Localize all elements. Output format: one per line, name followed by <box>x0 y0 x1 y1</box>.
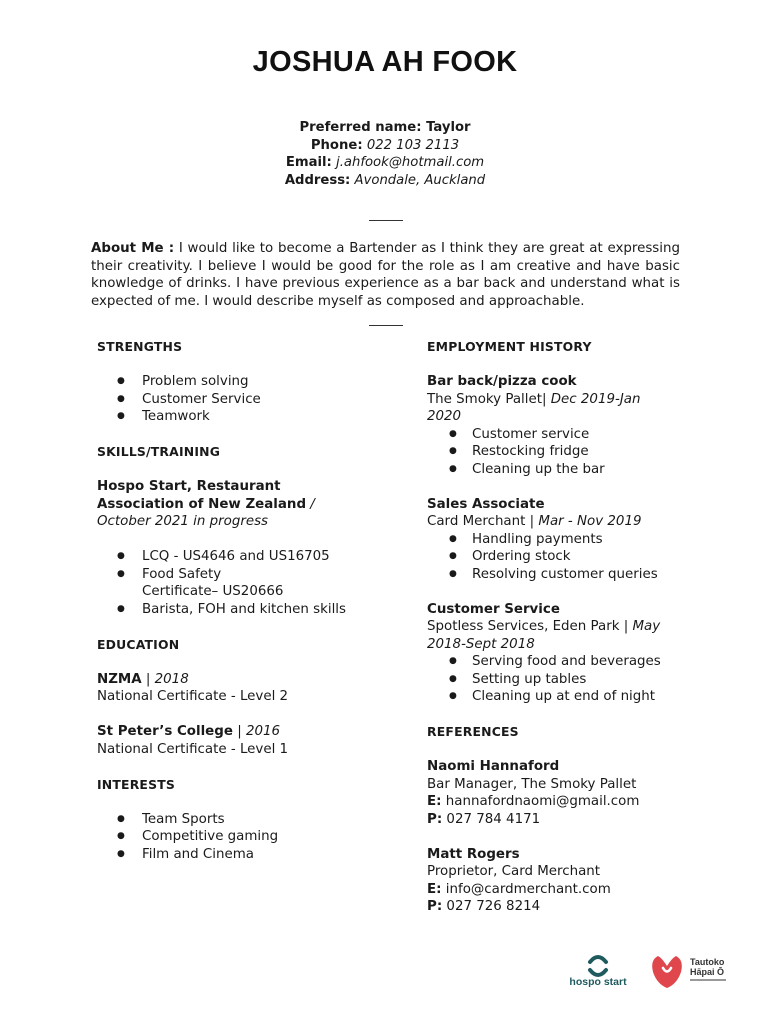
reference-email[interactable]: hannafordnaomi@gmail.com <box>441 794 640 809</box>
strengths-heading: STRENGTHS <box>97 339 183 354</box>
skills-course <box>97 478 367 531</box>
reference-phone-label: P: <box>427 811 443 827</box>
course-name: Hospo Start, Restaurant Association of New Zealand <box>97 479 307 512</box>
reference-phone: 027 726 8214 <box>442 899 541 914</box>
address-label: Address: <box>284 172 351 188</box>
job-dates: Dec 2019-Jan 2020 <box>427 391 641 424</box>
employment-heading: EMPLOYMENT HISTORY <box>427 339 592 354</box>
email-label: Email: <box>285 155 332 170</box>
job-title: Sales Associate <box>427 496 545 512</box>
qualification: National Certificate - Level 1 <box>97 741 289 757</box>
school-name: NZMA <box>97 671 142 687</box>
about-text: I would like to become a Bartender as I think they are great at expressing their creativity. I believe I would be good for the role as I am creative and have basic knowledge of drinks. I have previous experience as a bar back and understand what is expected of me. I would describe myself as composed and approachable. <box>91 241 680 309</box>
phone-value: 022 103 2113 <box>366 137 460 153</box>
interests-heading: INTERESTS <box>97 776 176 792</box>
reference-email-label: E: <box>427 794 442 809</box>
interests-list <box>97 811 367 864</box>
job-company: Spotless Services, Eden Park | <box>427 619 633 634</box>
qualification: National Certificate - Level 2 <box>97 689 289 704</box>
list-item: ● Cleaning up the bar <box>427 461 727 479</box>
reference-name: Naomi Hannaford <box>427 759 560 774</box>
list-item: ● Barista, FOH and kitchen skills <box>97 601 367 619</box>
job-dates: Mar - Nov 2019 <box>538 514 642 529</box>
list-item: ● Handling payments <box>427 531 727 549</box>
tautoko-hapai-logo <box>652 956 726 988</box>
job-company: The Smoky Pallet| <box>427 391 551 407</box>
job-company: Card Merchant | <box>427 514 539 529</box>
reference-entry <box>427 846 727 916</box>
list-item: ● Serving food and beverages <box>427 653 727 671</box>
divider-top <box>369 220 403 221</box>
contact-block <box>0 119 770 189</box>
skills-heading: SKILLS/TRAINING <box>97 444 221 459</box>
job-title: Customer Service <box>427 601 560 617</box>
reference-phone-label: P: <box>427 899 443 914</box>
list-item: ● Ordering stock <box>427 548 727 566</box>
left-column <box>97 338 367 863</box>
about-section <box>91 240 680 310</box>
list-item: ● Competitive gaming <box>97 828 367 846</box>
education-year: 2016 <box>245 724 281 739</box>
reference-phone: 027 784 4171 <box>442 811 541 827</box>
reference-role: Proprietor, Card Merchant <box>427 864 601 879</box>
education-entry <box>97 723 367 758</box>
phone-label: Phone: <box>310 137 363 153</box>
references-heading: REFERENCES <box>427 724 519 739</box>
list-item: ● Team Sports <box>97 811 367 829</box>
list-item: ● Food Safety Certificate– US20666 <box>97 566 367 601</box>
email-value[interactable]: j.ahfook@hotmail.com <box>336 155 485 170</box>
education-heading: EDUCATION <box>97 636 180 652</box>
reference-role: Bar Manager, The Smoky Pallet <box>427 776 637 792</box>
reference-email[interactable]: info@cardmerchant.com <box>441 881 611 897</box>
footer-logos <box>570 948 740 998</box>
education-year: 2018 <box>154 671 189 687</box>
list-item: ● Teamwork <box>97 408 367 426</box>
education-separator: | <box>141 671 155 687</box>
list-item: ● Customer Service <box>97 391 367 409</box>
reference-email-label: E: <box>427 881 442 897</box>
job-entry <box>427 373 727 478</box>
hospo-start-logo <box>570 957 627 988</box>
about-label: About Me : <box>91 241 175 256</box>
list-item: ● LCQ - US4646 and US16705 <box>97 548 367 566</box>
skills-list <box>97 548 367 618</box>
hapai-text: Hāpai Ō <box>690 967 725 977</box>
job-entry <box>427 601 727 706</box>
tautoko-text: Tautoko <box>690 957 725 967</box>
address-value: Avondale, Auckland <box>354 172 486 188</box>
list-item: ● Film and Cinema <box>97 846 367 864</box>
list-item: ● Resolving customer queries <box>427 566 727 584</box>
right-column <box>427 338 727 916</box>
job-dates: May 2018-Sept 2018 <box>427 619 661 652</box>
course-separator: / <box>306 496 315 512</box>
divider-bottom <box>369 325 403 326</box>
education-entry <box>97 671 367 706</box>
list-item: ● Restocking fridge <box>427 443 727 461</box>
logos-svg <box>570 948 740 998</box>
candidate-name: JOSHUA AH FOOK <box>252 46 518 78</box>
education-separator: | <box>232 724 246 739</box>
hospo-start-text: hospo start <box>570 976 627 988</box>
job-entry <box>427 496 727 584</box>
list-item: ● Customer service <box>427 426 727 444</box>
reference-entry <box>427 758 727 828</box>
strengths-list <box>97 373 367 426</box>
list-item: ● Setting up tables <box>427 671 727 689</box>
reference-name: Matt Rogers <box>427 846 520 862</box>
preferred-name: Preferred name: Taylor <box>299 120 471 135</box>
course-status: October 2021 in progress <box>97 514 269 529</box>
list-item: ● Problem solving <box>97 373 367 391</box>
job-title: Bar back/pizza cook <box>427 374 577 389</box>
school-name: St Peter’s College <box>97 724 233 739</box>
list-item: ● Cleaning up at end of night <box>427 688 727 706</box>
